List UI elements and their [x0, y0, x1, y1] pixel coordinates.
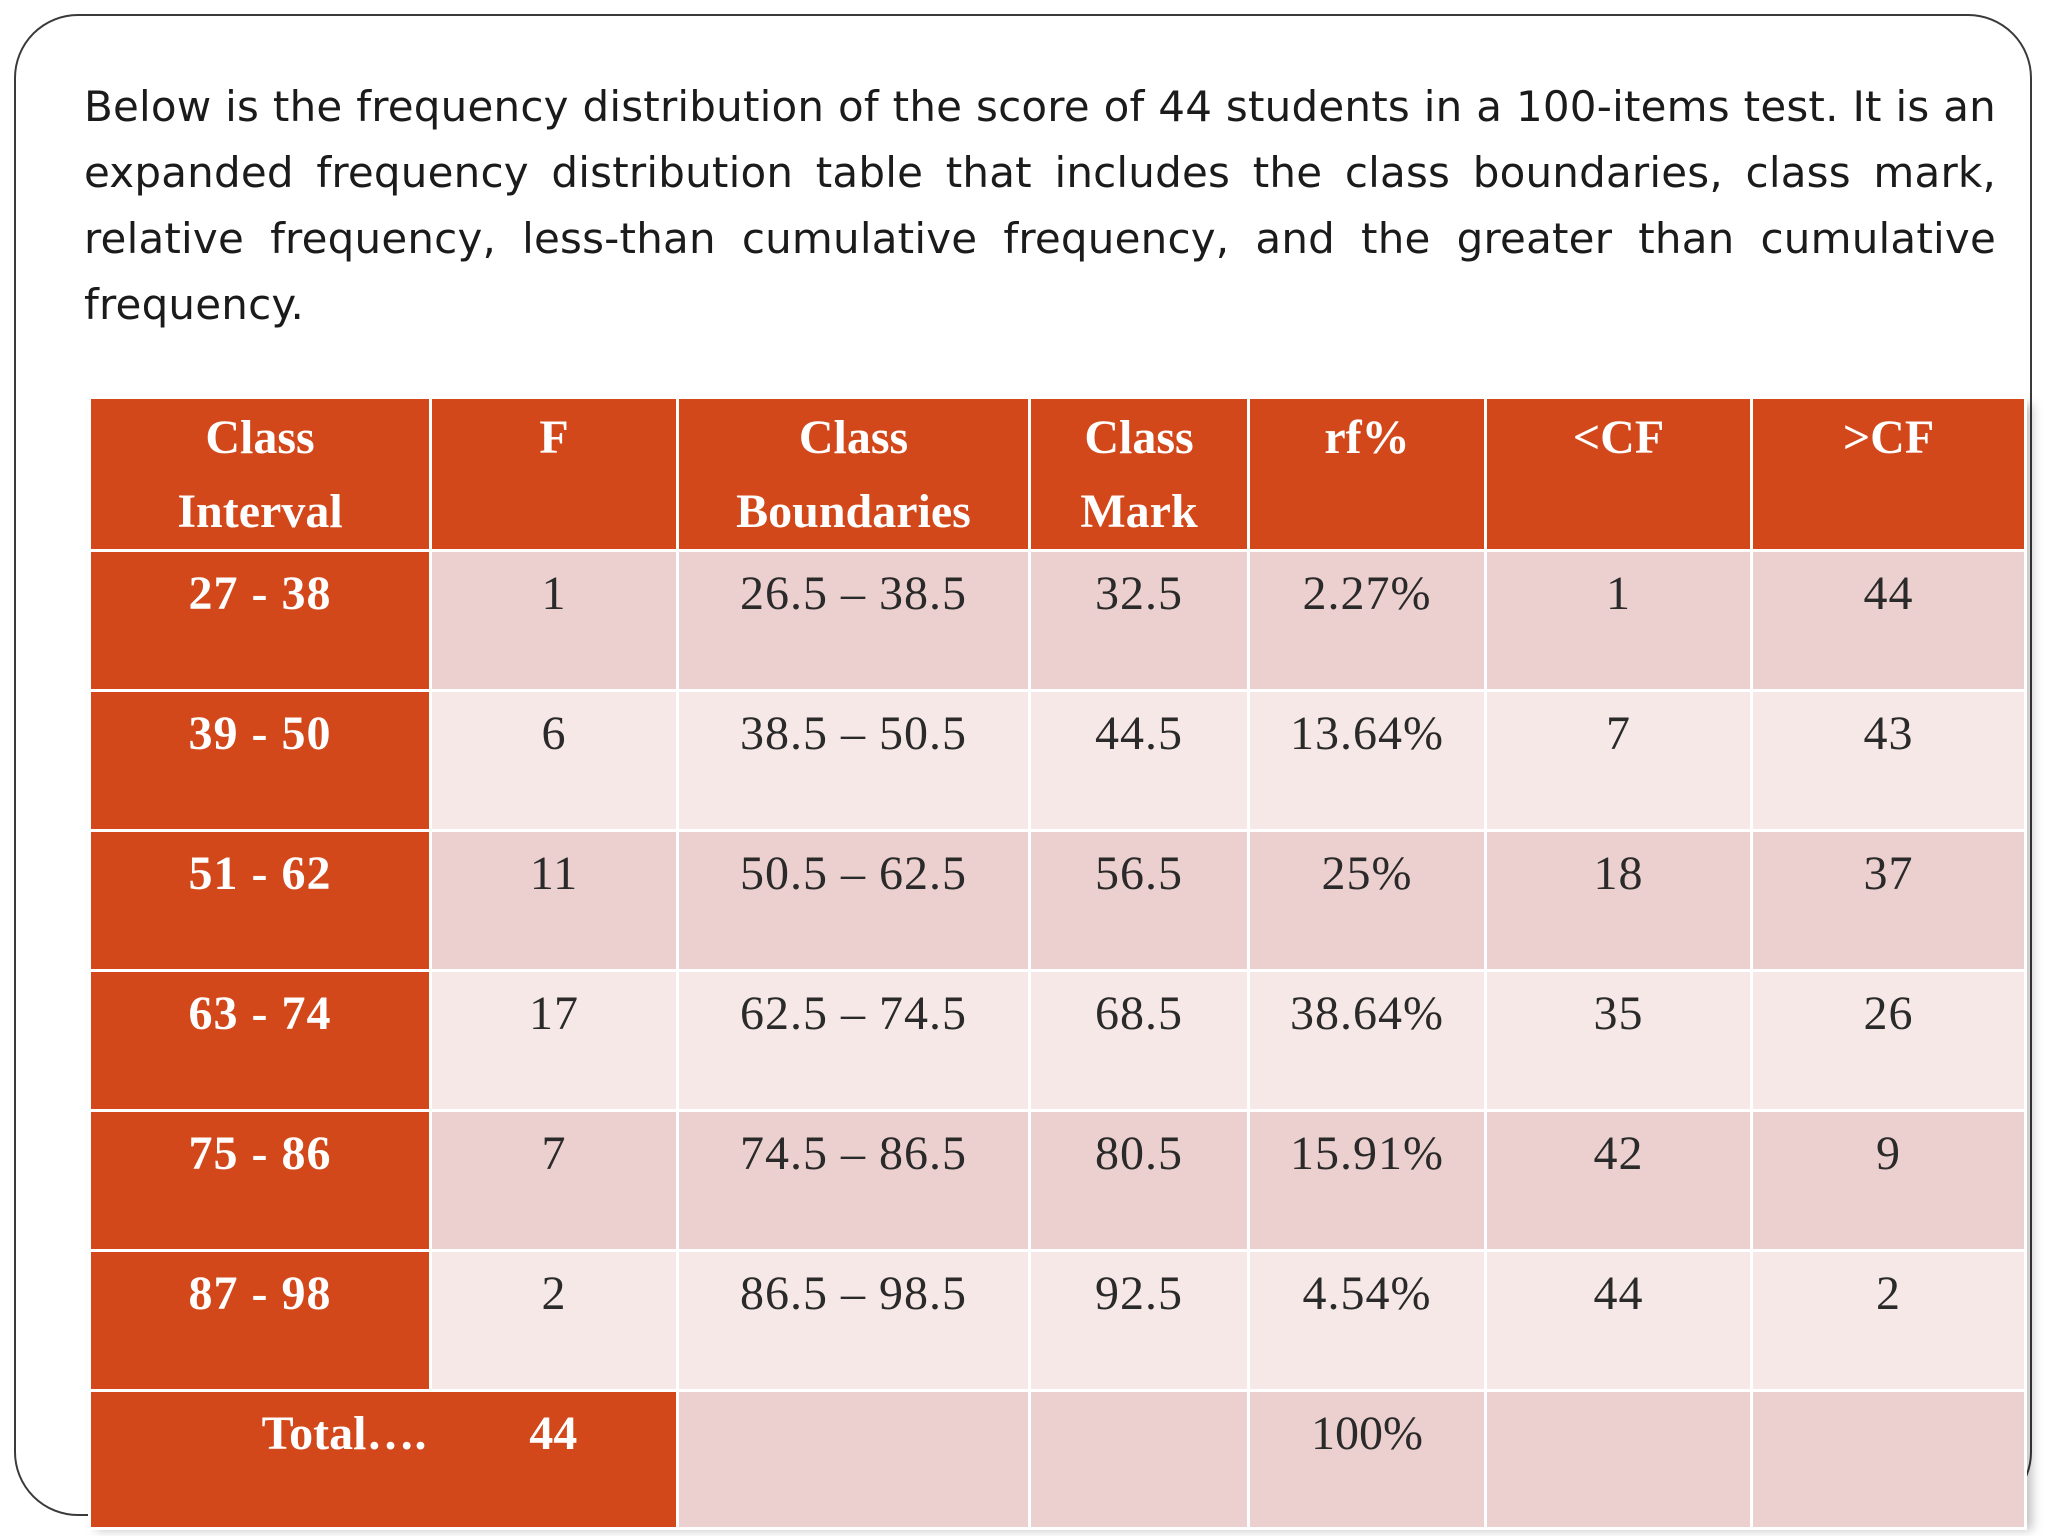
relative-frequency-cell: 25%	[1249, 831, 1486, 971]
header-relative-frequency: rf%	[1249, 398, 1486, 551]
class-interval-cell: 75 - 86	[90, 1111, 431, 1251]
class-mark-cell: 44.5	[1030, 691, 1249, 831]
header-class-interval	[90, 398, 431, 551]
class-mark-cell: 80.5	[1030, 1111, 1249, 1251]
header-class-boundaries-line2: Boundaries	[736, 485, 971, 538]
frequency-table-container	[88, 396, 2024, 1522]
greater-than-cf-cell: 43	[1752, 691, 2026, 831]
header-class-interval-line1: Class	[205, 411, 315, 464]
table-row	[90, 831, 2026, 971]
class-boundaries-cell: 38.5 – 50.5	[678, 691, 1030, 831]
table-row	[90, 691, 2026, 831]
class-boundaries-cell: 74.5 – 86.5	[678, 1111, 1030, 1251]
total-relative-frequency: 100%	[1249, 1391, 1486, 1529]
less-than-cf-cell: 44	[1486, 1251, 1752, 1391]
header-less-than-cf: <CF	[1486, 398, 1752, 551]
total-empty-cell	[1752, 1391, 2026, 1529]
header-class-mark	[1030, 398, 1249, 551]
class-interval-cell: 51 - 62	[90, 831, 431, 971]
class-mark-cell: 56.5	[1030, 831, 1249, 971]
class-boundaries-cell: 26.5 – 38.5	[678, 551, 1030, 691]
header-frequency: F	[431, 398, 678, 551]
class-interval-cell: 27 - 38	[90, 551, 431, 691]
less-than-cf-cell: 1	[1486, 551, 1752, 691]
relative-frequency-cell: 2.27%	[1249, 551, 1486, 691]
frequency-cell: 1	[431, 551, 678, 691]
frequency-cell: 11	[431, 831, 678, 971]
less-than-cf-cell: 18	[1486, 831, 1752, 971]
relative-frequency-cell: 4.54%	[1249, 1251, 1486, 1391]
greater-than-cf-cell: 9	[1752, 1111, 2026, 1251]
header-row	[90, 398, 2026, 551]
frequency-cell: 2	[431, 1251, 678, 1391]
header-greater-than-cf: >CF	[1752, 398, 2026, 551]
total-label: Total….	[90, 1391, 431, 1529]
frequency-distribution-table	[88, 396, 2027, 1530]
class-boundaries-cell: 62.5 – 74.5	[678, 971, 1030, 1111]
frequency-cell: 17	[431, 971, 678, 1111]
relative-frequency-cell: 15.91%	[1249, 1111, 1486, 1251]
class-interval-cell: 87 - 98	[90, 1251, 431, 1391]
total-empty-cell	[1030, 1391, 1249, 1529]
total-empty-cell	[678, 1391, 1030, 1529]
table-row	[90, 1251, 2026, 1391]
less-than-cf-cell: 7	[1486, 691, 1752, 831]
total-row	[90, 1391, 2026, 1529]
greater-than-cf-cell: 44	[1752, 551, 2026, 691]
relative-frequency-cell: 38.64%	[1249, 971, 1486, 1111]
table-row	[90, 1111, 2026, 1251]
slide-frame	[14, 14, 2032, 1516]
header-class-boundaries-line1: Class	[798, 411, 909, 464]
table-row	[90, 971, 2026, 1111]
total-empty-cell	[1486, 1391, 1752, 1529]
class-interval-cell: 39 - 50	[90, 691, 431, 831]
header-class-interval-line2: Interval	[177, 485, 343, 538]
table-row	[90, 551, 2026, 691]
class-boundaries-cell: 50.5 – 62.5	[678, 831, 1030, 971]
intro-paragraph: Below is the frequency distribution of the score of 44 students in a 100-items test. It is an expanded frequency distribution table that includes the class boundaries, class mark, relative frequency, less-than cumulative frequency, and the greater than cumulative frequency.	[84, 82, 1996, 329]
class-mark-cell: 68.5	[1030, 971, 1249, 1111]
frequency-cell: 7	[431, 1111, 678, 1251]
total-frequency: 44	[431, 1391, 678, 1529]
frequency-cell: 6	[431, 691, 678, 831]
class-mark-cell: 92.5	[1030, 1251, 1249, 1391]
header-class-mark-line1: Class	[1084, 411, 1194, 464]
greater-than-cf-cell: 37	[1752, 831, 2026, 971]
less-than-cf-cell: 42	[1486, 1111, 1752, 1251]
header-class-boundaries	[678, 398, 1030, 551]
relative-frequency-cell: 13.64%	[1249, 691, 1486, 831]
class-interval-cell: 63 - 74	[90, 971, 431, 1111]
class-boundaries-cell: 86.5 – 98.5	[678, 1251, 1030, 1391]
greater-than-cf-cell: 26	[1752, 971, 2026, 1111]
less-than-cf-cell: 35	[1486, 971, 1752, 1111]
header-class-mark-line2: Mark	[1080, 485, 1198, 538]
greater-than-cf-cell: 2	[1752, 1251, 2026, 1391]
class-mark-cell: 32.5	[1030, 551, 1249, 691]
